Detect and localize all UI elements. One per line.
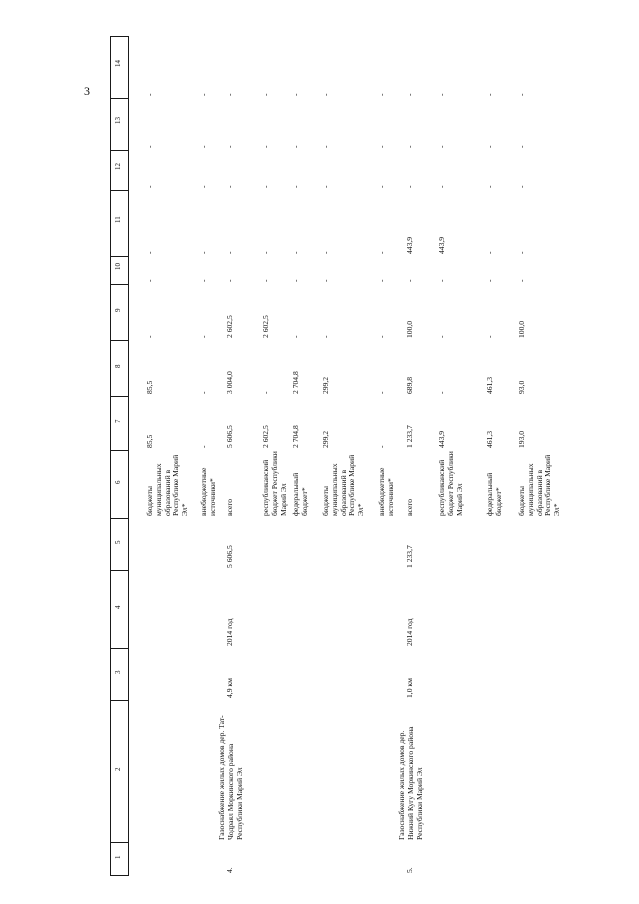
cell-c12: -	[377, 185, 386, 188]
cell-c7: 461,3	[485, 430, 494, 448]
cell-c9: -	[485, 335, 494, 338]
funding-source: федеральный бюджет*	[485, 472, 503, 516]
column-header-14: 14	[114, 60, 122, 67]
cell-c11: -	[517, 251, 526, 254]
column-header-1: 1	[114, 855, 122, 859]
cell-c10: -	[225, 279, 234, 282]
cell-c10: -	[485, 279, 494, 282]
column-divider	[110, 570, 128, 571]
cell-c9: 2 602,5	[261, 315, 270, 338]
cell-c10: -	[261, 279, 270, 282]
cell-c10: -	[199, 279, 208, 282]
column-divider	[110, 518, 128, 519]
column-header-8: 8	[114, 364, 122, 368]
column-divider	[110, 36, 128, 37]
cell-c9: -	[437, 335, 446, 338]
item-cost: 1 233,7	[405, 545, 414, 568]
funding-source: всего	[405, 498, 414, 516]
cell-c8: 3 004,0	[225, 371, 234, 394]
cell-c10: -	[377, 279, 386, 282]
column-divider	[110, 150, 128, 151]
cell-c7: -	[199, 445, 208, 448]
header-separator	[128, 36, 129, 876]
cell-c9: -	[321, 335, 330, 338]
column-header-7: 7	[114, 419, 122, 423]
cell-c8: 2 704,8	[291, 371, 300, 394]
cell-c8: 461,3	[485, 376, 494, 394]
cell-c13: -	[199, 145, 208, 148]
column-divider	[110, 450, 128, 451]
column-header-2: 2	[114, 767, 122, 771]
column-header-12: 12	[114, 163, 122, 170]
column-divider	[110, 648, 128, 649]
cell-c13: -	[225, 145, 234, 148]
cell-c8: 93,0	[517, 380, 526, 394]
cell-c11: 443,9	[405, 236, 414, 254]
column-header-9: 9	[114, 308, 122, 312]
cell-c9: -	[377, 335, 386, 338]
cell-c12: -	[321, 185, 330, 188]
cell-c7: 193,0	[517, 430, 526, 448]
cell-c11: 443,9	[437, 236, 446, 254]
column-divider	[110, 340, 128, 341]
funding-source: республиканский бюджет Республики Марий Эл	[437, 451, 464, 516]
cell-c10: -	[517, 279, 526, 282]
column-header-4: 4	[114, 605, 122, 609]
cell-c7: 1 233,7	[405, 425, 414, 448]
cell-c14: -	[145, 93, 154, 96]
cell-c13: -	[291, 145, 300, 148]
cell-c7: 443,9	[437, 430, 446, 448]
item-number: 4.	[225, 867, 234, 873]
cell-c14: -	[405, 93, 414, 96]
cell-c13: -	[321, 145, 330, 148]
cell-c8: -	[261, 391, 270, 394]
item-year: 2014 год	[225, 618, 234, 646]
cell-c12: -	[145, 185, 154, 188]
column-header-13: 13	[114, 117, 122, 124]
cell-c14: -	[485, 93, 494, 96]
item-name: Газоснабжение жилых домов дер. Тат-Чодраял Моркинского района Республики Марий Эл	[217, 715, 244, 840]
funding-source: всего	[225, 498, 234, 516]
cell-c14: -	[377, 93, 386, 96]
cell-c9: 2 602,5	[225, 315, 234, 338]
column-divider	[110, 396, 128, 397]
cell-c12: -	[291, 185, 300, 188]
funding-source: бюджеты муниципальных образований в Республике Марий Эл*	[145, 454, 190, 516]
cell-c9: -	[145, 335, 154, 338]
column-divider	[110, 98, 128, 99]
cell-c13: -	[517, 145, 526, 148]
cell-c11: -	[485, 251, 494, 254]
cell-c7: 2 602,5	[261, 425, 270, 448]
cell-c11: -	[199, 251, 208, 254]
cell-c14: -	[261, 93, 270, 96]
item-name: Газоснабжение жилых домов дер. Нижний Кугу Моркинского района Республики Марий Эл	[397, 726, 424, 840]
cell-c7: 5 606,5	[225, 425, 234, 448]
cell-c14: -	[437, 93, 446, 96]
cell-c9: 100,0	[405, 320, 414, 338]
cell-c11: -	[145, 251, 154, 254]
table-bottom-border	[110, 875, 128, 876]
cell-c11: -	[291, 251, 300, 254]
cell-c13: -	[437, 145, 446, 148]
cell-c7: -	[377, 445, 386, 448]
cell-c14: -	[517, 93, 526, 96]
cell-c12: -	[485, 185, 494, 188]
cell-c11: -	[225, 251, 234, 254]
cell-c14: -	[291, 93, 300, 96]
cell-c10: -	[145, 279, 154, 282]
cell-c10: -	[405, 279, 414, 282]
funding-source: внебюджетные источники*	[199, 467, 217, 516]
cell-c7: 2 704,8	[291, 425, 300, 448]
column-divider	[110, 284, 128, 285]
column-divider	[110, 700, 128, 701]
funding-source: республиканский бюджет Республики Марий Эл	[261, 451, 288, 516]
funding-source: бюджеты муниципальных образований в Республике Марий Эл*	[321, 454, 366, 516]
cell-c12: -	[405, 185, 414, 188]
page-number: 3	[84, 84, 90, 98]
cell-c12: -	[199, 185, 208, 188]
cell-c9: -	[199, 335, 208, 338]
cell-c14: -	[321, 93, 330, 96]
cell-c7: 85,5	[145, 434, 154, 448]
funding-source: внебюджетные источники*	[377, 467, 395, 516]
cell-c7: 299,2	[321, 430, 330, 448]
item-number: 5.	[405, 867, 414, 873]
table-left-border	[110, 36, 111, 876]
column-divider	[110, 190, 128, 191]
item-year: 2014 год	[405, 618, 414, 646]
item-length: 1,0 км	[405, 678, 414, 698]
column-header-11: 11	[114, 216, 122, 223]
cell-c14: -	[225, 93, 234, 96]
funding-source: бюджеты муниципальных образований в Республике Марий Эл*	[517, 454, 562, 516]
cell-c11: -	[261, 251, 270, 254]
column-divider	[110, 256, 128, 257]
cell-c13: -	[377, 145, 386, 148]
funding-source: федеральный бюджет*	[291, 472, 309, 516]
cell-c10: -	[291, 279, 300, 282]
cell-c8: 689,8	[405, 376, 414, 394]
cell-c9: 100,0	[517, 320, 526, 338]
cell-c10: -	[437, 279, 446, 282]
cell-c14: -	[199, 93, 208, 96]
cell-c11: -	[321, 251, 330, 254]
cell-c11: -	[377, 251, 386, 254]
cell-c13: -	[261, 145, 270, 148]
cell-c12: -	[437, 185, 446, 188]
cell-c8: -	[437, 391, 446, 394]
column-header-3: 3	[114, 670, 122, 674]
column-header-6: 6	[114, 480, 122, 484]
column-header-10: 10	[114, 263, 122, 270]
cell-c13: -	[405, 145, 414, 148]
cell-c10: -	[321, 279, 330, 282]
cell-c8: -	[377, 391, 386, 394]
cell-c12: -	[261, 185, 270, 188]
cell-c8: 299,2	[321, 376, 330, 394]
cell-c8: 85,5	[145, 380, 154, 394]
item-cost: 5 606,5	[225, 545, 234, 568]
cell-c12: -	[225, 185, 234, 188]
column-header-5: 5	[114, 540, 122, 544]
cell-c8: -	[199, 391, 208, 394]
cell-c13: -	[145, 145, 154, 148]
column-divider	[110, 842, 128, 843]
cell-c9: -	[291, 335, 300, 338]
item-length: 4,9 км	[225, 678, 234, 698]
cell-c13: -	[485, 145, 494, 148]
cell-c12: -	[517, 185, 526, 188]
